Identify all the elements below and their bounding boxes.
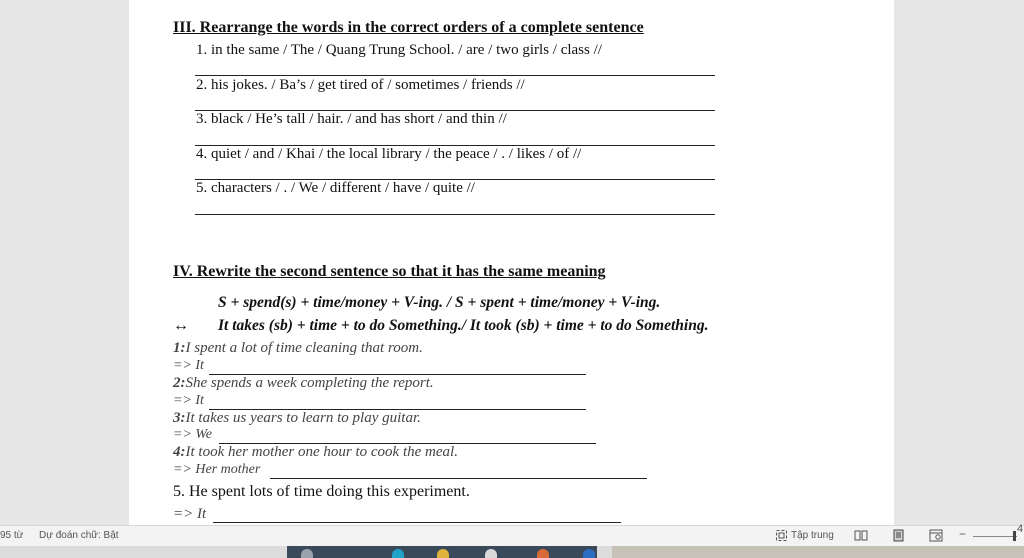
equivalence-arrow-icon: ↔ xyxy=(173,317,189,334)
formula-take: It takes (sb) + time + to do Something./ It took (sb) + time + to do Something. xyxy=(218,317,709,334)
rewrite-item-3: 3:It takes us years to learn to play guitar. xyxy=(173,410,421,426)
answer-line-5[interactable] xyxy=(195,214,715,215)
read-mode-icon[interactable] xyxy=(854,529,867,542)
rewrite-item-4: 4:It took her mother one hour to cook the meal. xyxy=(173,444,458,460)
status-bar xyxy=(0,525,1024,547)
zoom-out-button[interactable]: − xyxy=(959,527,967,541)
text-prediction-status[interactable]: Dự đoán chữ: Bật xyxy=(39,530,119,541)
taskbar-tray-area xyxy=(612,546,1024,558)
taskbar xyxy=(0,546,1024,558)
zoom-slider[interactable] xyxy=(973,536,1017,537)
rewrite-item-2: 2:She spends a week completing the report. xyxy=(173,375,434,391)
rewrite-item-5: 5. He spent lots of time doing this experiment. xyxy=(173,483,470,500)
rewrite-line-4[interactable] xyxy=(270,478,647,479)
taskbar-word-icon[interactable] xyxy=(583,549,595,558)
rearrange-item-1: 1. in the same / The / Quang Trung School. / are / two girls / class // xyxy=(196,42,602,58)
zoom-percentage[interactable]: 4 xyxy=(1017,523,1024,535)
zoom-slider-thumb[interactable] xyxy=(1013,531,1016,541)
web-layout-icon[interactable] xyxy=(929,529,942,542)
word-count[interactable]: 95 từ xyxy=(0,530,24,541)
taskbar-chrome-icon[interactable] xyxy=(485,549,497,558)
focus-mode-icon[interactable] xyxy=(775,529,788,542)
answer-line-1[interactable] xyxy=(195,75,715,76)
rearrange-item-3: 3. black / He’s tall / hair. / and has short / and thin // xyxy=(196,111,507,127)
rewrite-line-5[interactable] xyxy=(213,522,621,523)
taskbar-app-icon[interactable] xyxy=(301,549,313,558)
focus-mode-label[interactable]: Tập trung xyxy=(791,530,834,541)
formula-spend: S + spend(s) + time/money + V-ing. / S + spent + time/money + V-ing. xyxy=(218,294,661,311)
rewrite-prompt-4: => Her mother xyxy=(173,462,261,477)
document-page[interactable] xyxy=(129,0,894,525)
rewrite-prompt-5: => It xyxy=(173,506,207,522)
rearrange-item-4: 4. quiet / and / Khai / the local library / the peace / . / likes / of // xyxy=(196,146,582,162)
print-layout-icon[interactable] xyxy=(892,529,905,542)
taskbar-app-icon[interactable] xyxy=(537,549,549,558)
section4-title: IV. Rewrite the second sentence so that it has the same meaning xyxy=(173,263,606,280)
taskbar-folder-icon[interactable] xyxy=(437,549,449,558)
rewrite-prompt-1: => It xyxy=(173,358,204,373)
rearrange-item-2: 2. his jokes. / Ba’s / get tired of / sometimes / friends // xyxy=(196,77,525,93)
rewrite-item-1: 1:I spent a lot of time cleaning that room. xyxy=(173,340,423,356)
rearrange-item-5: 5. characters / . / We / different / have / quite // xyxy=(196,180,475,196)
section3-title: III. Rearrange the words in the correct orders of a complete sentence xyxy=(173,19,644,36)
taskbar-apps-area xyxy=(287,546,597,558)
rewrite-prompt-2: => It xyxy=(173,393,204,408)
rewrite-prompt-3: => We xyxy=(173,427,212,442)
taskbar-edge-icon[interactable] xyxy=(392,549,404,558)
